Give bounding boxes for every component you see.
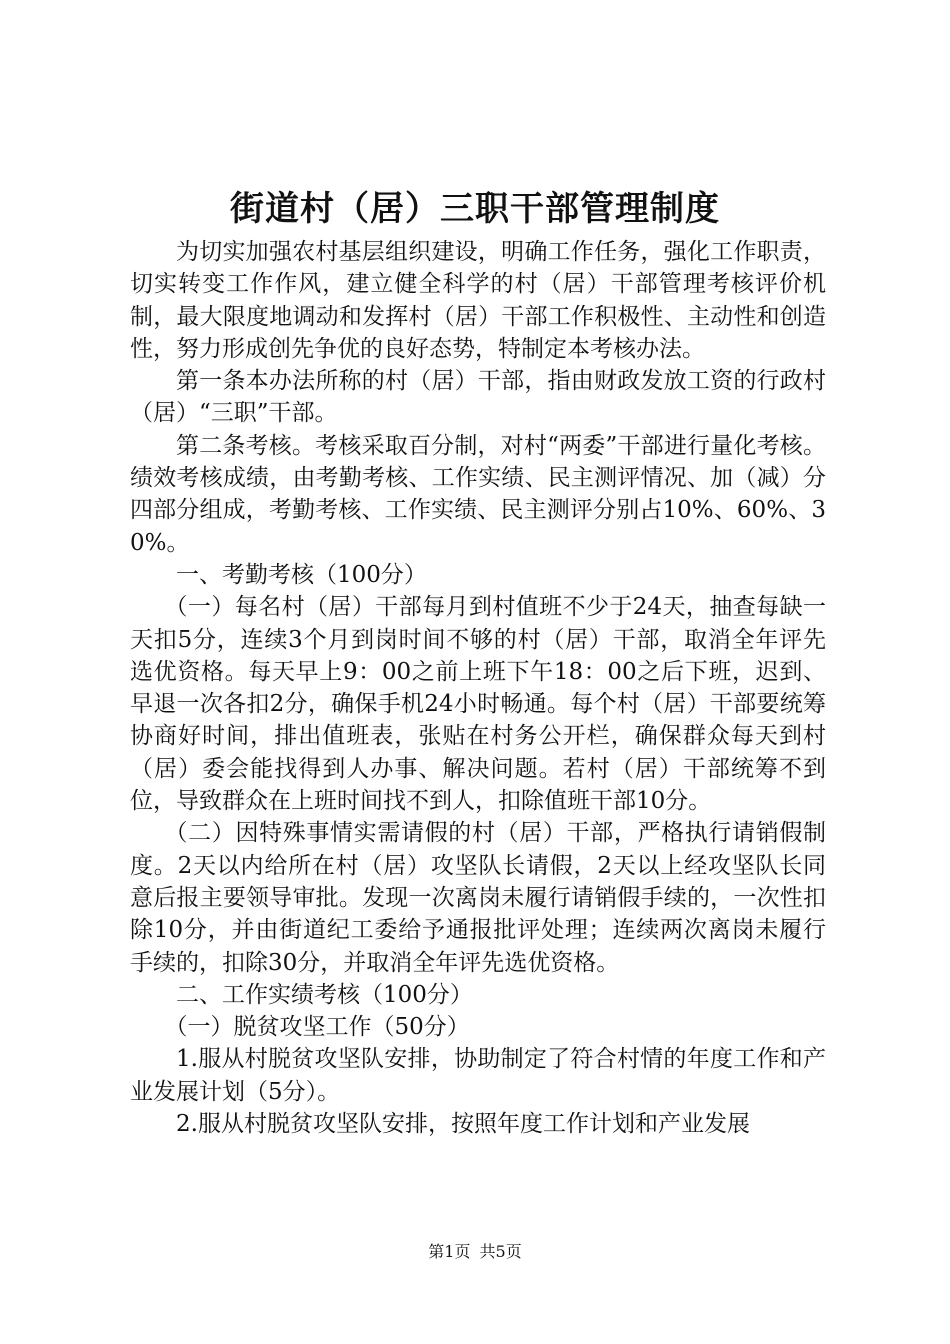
list-item-2: 2.服从村脱贫攻坚队安排，按照年度工作计划和产业发展 bbox=[176, 1111, 750, 1138]
paragraph-article-2: 第二条考核。考核采取百分制，对村“两委”干部进行量化考核。绩效考核成绩，由考勤考核、工作实绩、民主测评情况、加（减）分四部分组成，考勤考核、工作实绩、民主测评分别占10%、60%、30%。 bbox=[130, 432, 826, 556]
section-heading-performance: 二、工作实绩考核（100分） bbox=[176, 981, 473, 1008]
document-body bbox=[130, 236, 826, 1140]
page-footer bbox=[0, 1240, 950, 1264]
list-item-1: 1.服从村脱贫攻坚队安排，协助制定了符合村情的年度工作和产业发展计划（5分）。 bbox=[130, 1046, 826, 1105]
page-total: 共5页 bbox=[479, 1242, 522, 1261]
subsection-heading-poverty: （一）脱贫攻坚工作（50分） bbox=[164, 1014, 470, 1041]
paragraph-intro: 为切实加强农村基层组织建设，明确工作任务，强化工作职责，切实转变工作作风，建立健全科学的村（居）干部管理考核评价机制，最大限度地调动和发挥村（居）干部工作积极性、主动性和创造性，努力形成创先争优的良好态势，特制定本考核办法。 bbox=[130, 239, 826, 362]
paragraph-article-1: 第一条本办法所称的村（居）干部，指由财政发放工资的行政村（居）“三职”干部。 bbox=[130, 368, 826, 427]
paragraph-attendance-2: （二）因特殊事情实需请假的村（居）干部，严格执行请销假制度。2天以内给所在村（居）攻坚队长请假，2天以上经攻坚队长同意后报主要领导审批。发现一次离岗未履行请销假手续的，一次性扣除10分，并由街道纪工委给予通报批评处理；连续两次离岗未履行手续的，扣除30分，并取消全年评先选优资格。 bbox=[130, 820, 826, 976]
section-heading-attendance: 一、考勤考核（100分） bbox=[176, 561, 427, 588]
document-title: 街道村（居）三职干部管理制度 bbox=[230, 189, 720, 229]
paragraph-attendance-1: （一）每名村（居）干部每月到村值班不少于24天，抽查每缺一天扣5分，连续3个月到岗时间不够的村（居）干部，取消全年评先选优资格。每天早上9：00之前上班下午18：00之后下班，迟到、早退一次各扣2分，确保手机24小时畅通。每个村（居）干部要统筹协商好时间，排出值班表，张贴在村务公开栏，确保群众每天到村（居）委会能找得到人办事、解决问题。若村（居）干部统筹不到位，导致群众在上班时间找不到人，扣除值班干部10分。 bbox=[130, 594, 826, 815]
page-number: 第1页 bbox=[428, 1242, 471, 1261]
